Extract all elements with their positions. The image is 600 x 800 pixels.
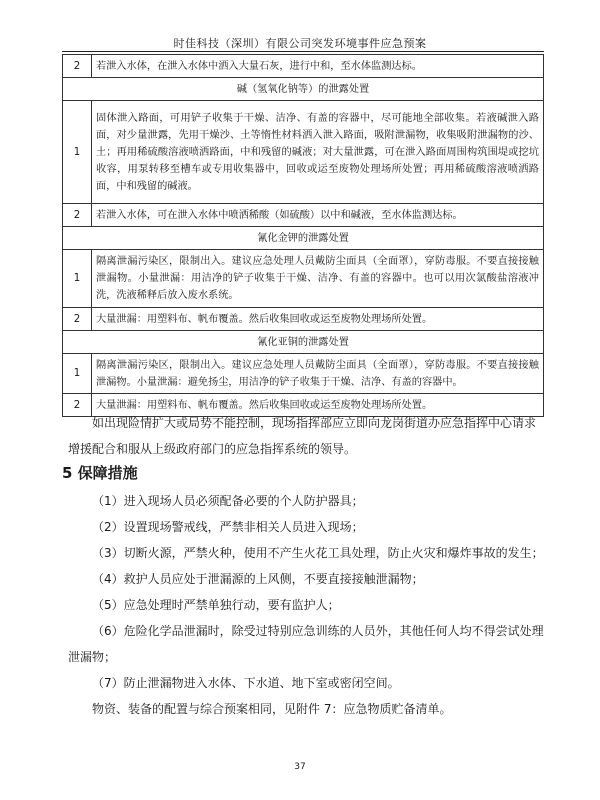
disposal-table <box>62 54 544 417</box>
header-divider <box>62 51 544 52</box>
measure-item: （1）进入现场人员必须配备必要的个人防护器具； <box>92 494 364 508</box>
row-number: 1 <box>63 250 92 308</box>
row-number: 2 <box>63 204 92 227</box>
table-row <box>63 308 544 331</box>
measure-item: （3）切断火源，严禁火种，使用不产生火花工具处理，防止火灾和爆炸事故的发生； <box>92 546 544 560</box>
row-number: 2 <box>63 308 92 331</box>
measure-item: （2）设置现场警戒线，严禁非相关人员进入现场； <box>92 520 364 534</box>
measure-item: （4）救护人员应处于泄漏源的上风侧，不要直接接触泄漏物； <box>92 572 424 586</box>
row-number: 2 <box>63 394 92 417</box>
row-number: 1 <box>63 354 92 394</box>
row-text: 隔离泄漏污染区，限制出入。建议应急处理人员戴防尘面具（全面罩），穿防毒服。不要直接接触泄漏物。小量泄漏：避免扬尘，用洁净的铲子收集于干燥、洁净、有盖的容器中。 <box>92 354 544 394</box>
table-row <box>63 55 544 78</box>
escalation-paragraph: 如出现险情扩大或局势不能控制，现场指挥部应立即向龙岗街道办应急指挥中心请求增援配合和服从上级政府部门的应急指挥系统的领导。 <box>68 416 537 456</box>
row-number: 1 <box>63 101 92 204</box>
row-text: 大量泄漏：用塑料布、帆布覆盖。然后收集回收或运至废物处理场所处置。 <box>92 394 544 417</box>
section-row <box>63 331 544 354</box>
page-header: 时佳科技（深圳）有限公司突发环境事件应急预案 <box>173 37 427 50</box>
section-heading: 5 保障措施 <box>62 464 138 482</box>
table-row <box>63 354 544 394</box>
section-row <box>63 227 544 250</box>
row-number: 2 <box>63 55 92 78</box>
row-text: 若泄入水体，在泄入水体中洒入大量石灰，进行中和，至水体监测达标。 <box>92 55 544 78</box>
table-row <box>63 204 544 227</box>
measure-item: （7）防止泄漏物进入水体、下水道、地下室或密闭空间。 <box>92 676 400 690</box>
row-text: 大量泄漏：用塑料布、帆布覆盖。然后收集回收或运至废物处理场所处置。 <box>92 308 544 331</box>
row-text: 隔离泄漏污染区，限制出入。建议应急处理人员戴防尘面具（全面罩），穿防毒服。不要直接接触泄漏物。小量泄漏：用洁净的铲子收集于干燥、洁净、有盖的容器中。也可以用次氯酸盐溶液冲洗，洗液稀释后放入废水系统。 <box>92 250 544 308</box>
page-number: 37 <box>294 762 306 772</box>
section-row <box>63 78 544 101</box>
measure-item: （5）应急处理时严禁单独行动，要有监护人； <box>92 598 340 612</box>
table-row <box>63 101 544 204</box>
measure-item: （6）危险化学品泄漏时，除受过特别应急训练的人员外，其他任何人均不得尝试处理泄漏物； <box>68 624 544 664</box>
section-title: 碱（氢氧化钠等）的泄露处置 <box>63 78 544 101</box>
table-row <box>63 250 544 308</box>
section-title: 氰化金钾的泄露处置 <box>63 227 544 250</box>
row-text: 固体泄入路面，可用铲子收集于干燥、洁净、有盖的容器中，尽可能地全部收集。若液碱泄入路面，对少量泄露，先用干燥沙、土等惰性材料洒入泄入路面，吸附泄漏物，收集吸附泄漏物的沙、土；再用稀硫酸溶液喷洒路面，中和残留的碱液；对大量泄露，可在泄入路面周围构筑围堤或挖坑收容，用泵转移至槽车或专用收集器中，回收或运至废物处理场所处置；再用稀硫酸溶液喷洒路面，中和残留的碱液。 <box>92 101 544 204</box>
row-text: 若泄入水体，可在泄入水体中喷洒稀酸（如硫酸）以中和碱液，至水体监测达标。 <box>92 204 544 227</box>
closing-paragraph: 物资、装备的配置与综合预案相同，见附件 7：应急物质贮备清单。 <box>92 702 452 716</box>
section-title: 氰化亚铜的泄露处置 <box>63 331 544 354</box>
